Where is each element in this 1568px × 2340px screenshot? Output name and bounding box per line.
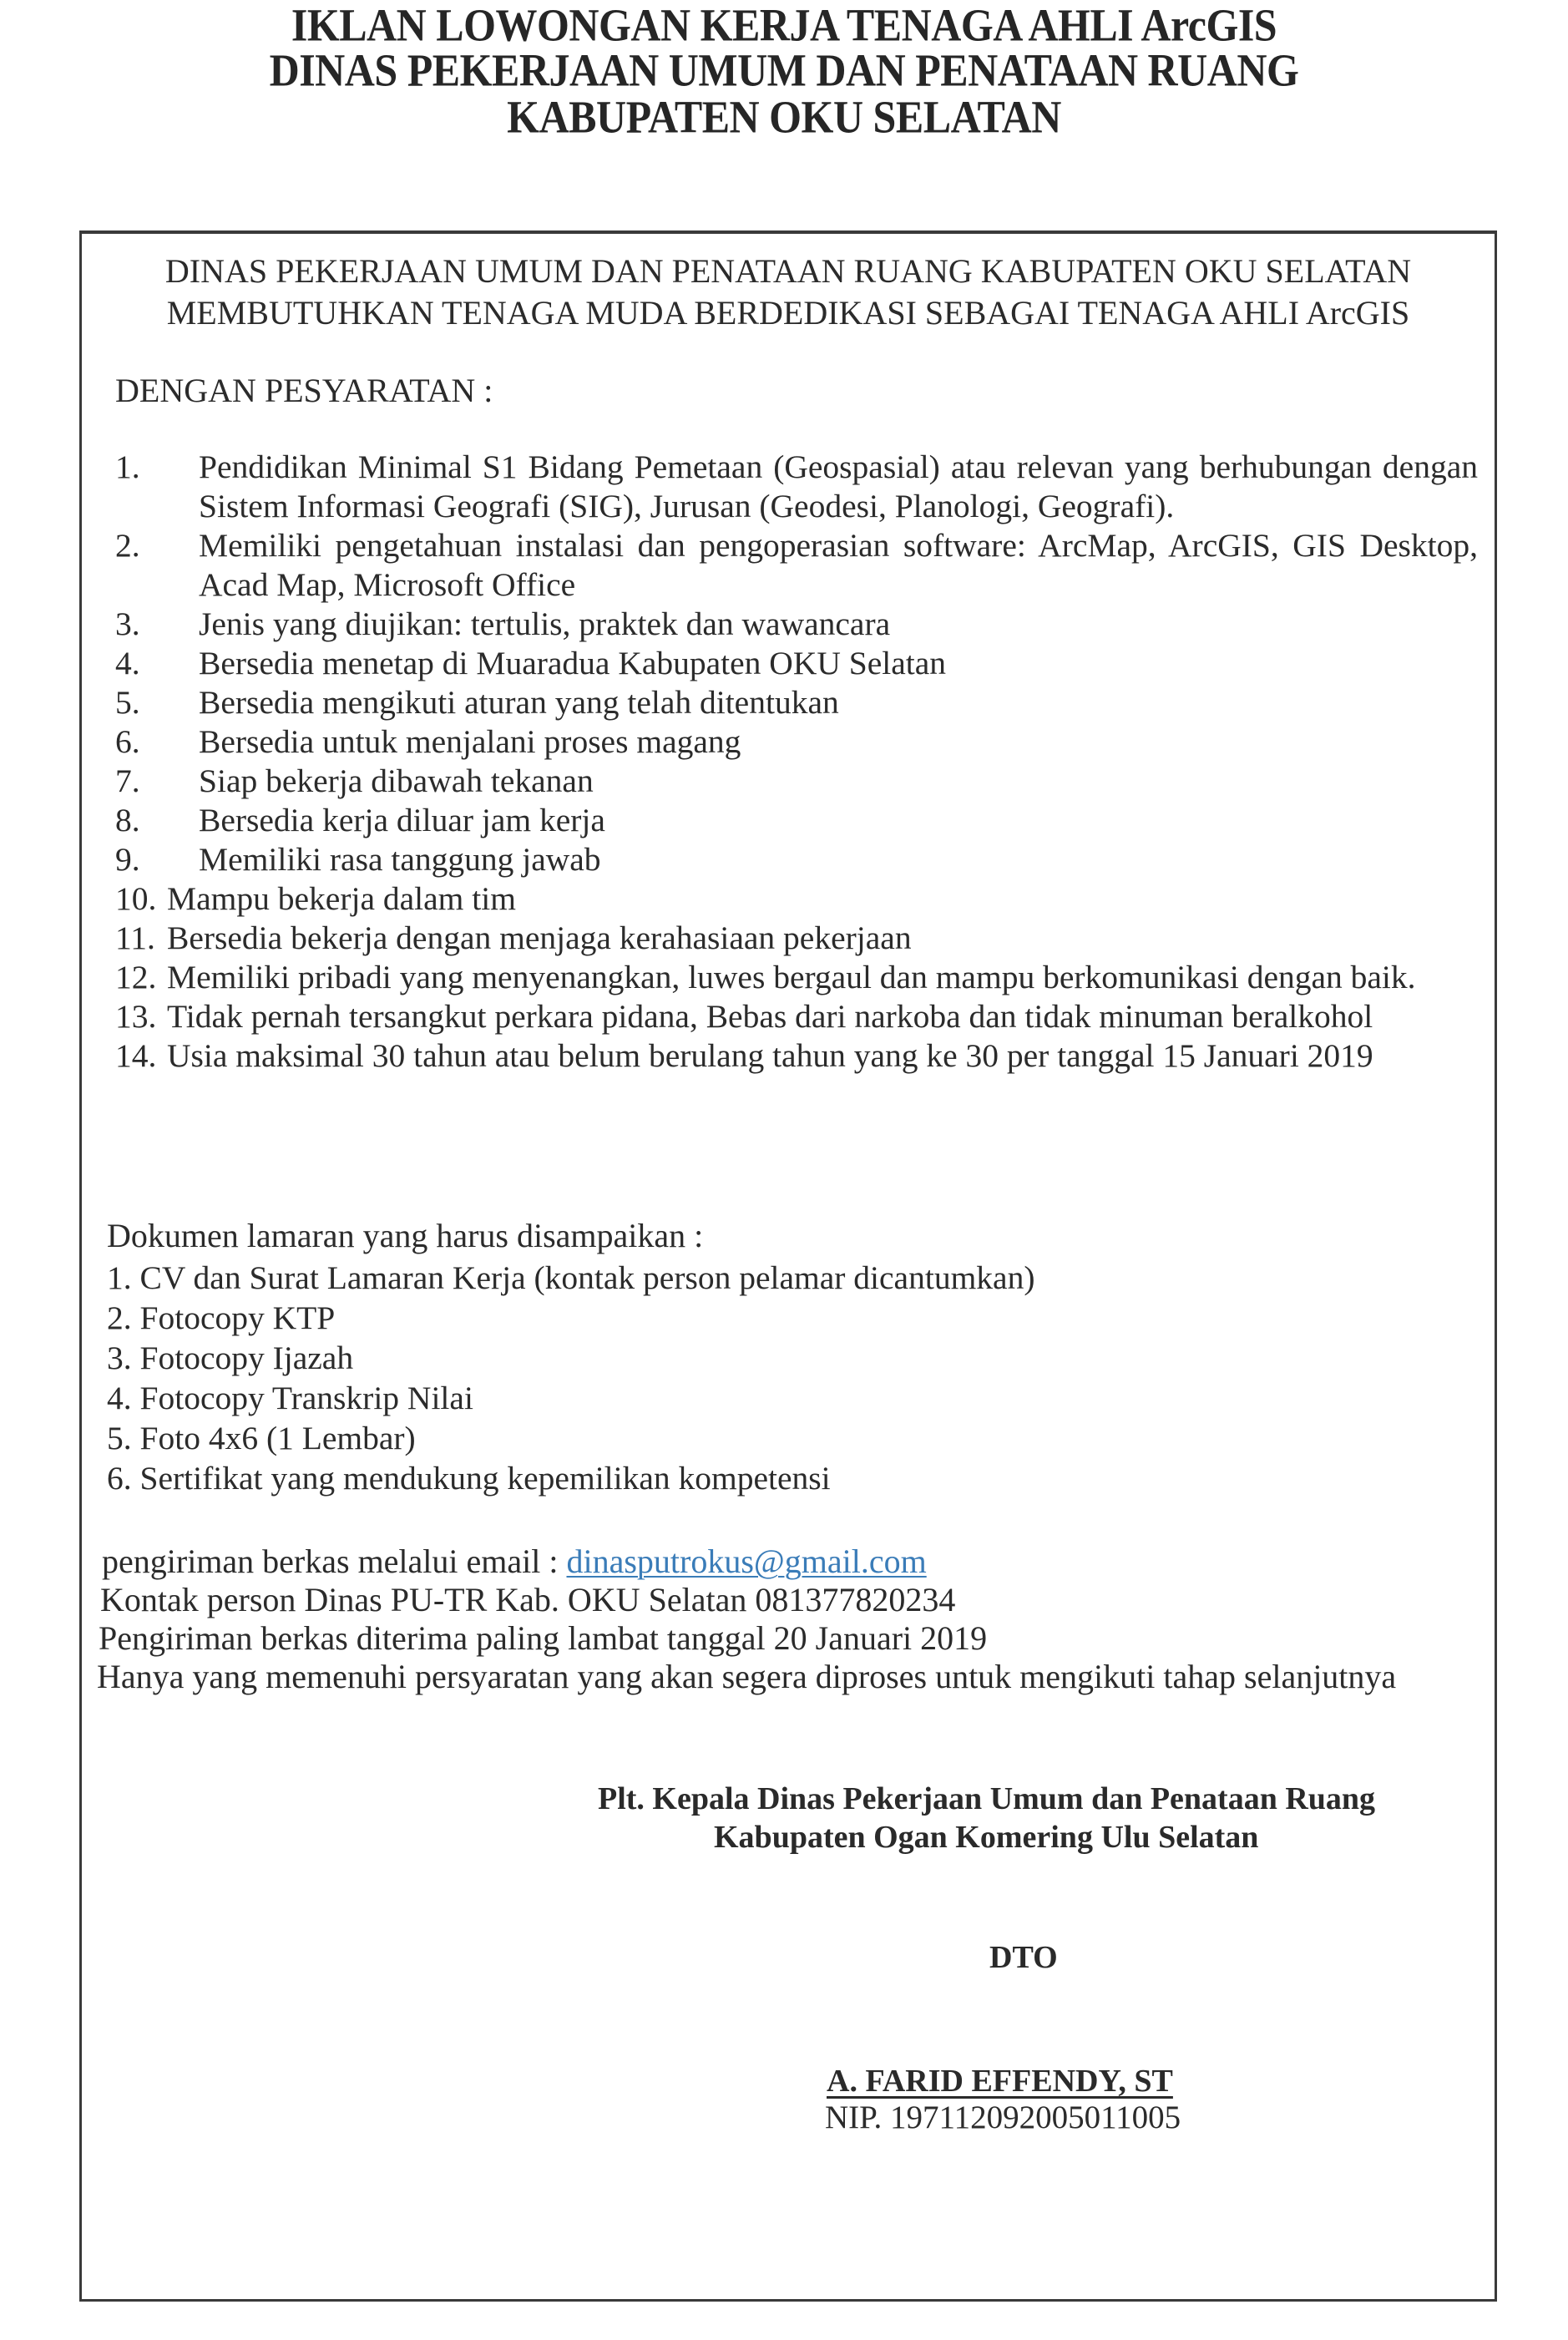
- requirement-text: Siap bekerja dibawah tekanan: [199, 762, 594, 799]
- title-line-1: IKLAN LOWONGAN KERJA TENAGA AHLI ArcGIS: [291, 0, 1277, 51]
- requirement-text: Bersedia untuk menjalani proses magang: [199, 723, 741, 760]
- requirement-number: 10.: [115, 880, 157, 917]
- requirement-number: 6.: [115, 723, 140, 760]
- email-line: [102, 1542, 927, 1582]
- requirement-number: 8.: [115, 802, 140, 838]
- requirement-number: 11.: [115, 919, 155, 956]
- document-item: 3. Fotocopy Ijazah: [107, 1340, 354, 1376]
- requirement-text: Bersedia bekerja dengan menjaga kerahasiaan pekerjaan: [167, 919, 912, 956]
- requirement-text: Mampu bekerja dalam tim: [167, 880, 516, 917]
- box-header-line-2: MEMBUTUHKAN TENAGA MUDA BERDEDIKASI SEBAGAI TENAGA AHLI ArcGIS: [166, 294, 1410, 332]
- requirement-item: [115, 997, 1478, 1036]
- requirement-number: 2.: [115, 527, 140, 564]
- requirement-item: [115, 683, 1478, 722]
- requirement-item: [115, 605, 1478, 644]
- requirement-text: Memiliki pengetahuan instalasi dan pengoperasian software: ArcMap, ArcGIS, GIS Desktop, Acad Map, Microsoft Office: [199, 527, 1478, 603]
- dto-label: DTO: [989, 1940, 1058, 1975]
- email-link[interactable]: dinasputrokus@gmail.com: [566, 1542, 927, 1580]
- requirement-number: 1.: [115, 448, 140, 485]
- signatory-name: A. FARID EFFENDY, ST: [827, 2064, 1173, 2099]
- requirement-number: 13.: [115, 998, 157, 1035]
- requirement-item: [115, 840, 1478, 879]
- document-item: 1. CV dan Surat Lamaran Kerja (kontak person pelamar dicantumkan): [107, 1259, 1035, 1296]
- box-header-line-1: DINAS PEKERJAAN UMUM DAN PENATAAN RUANG KABUPATEN OKU SELATAN: [164, 252, 1412, 290]
- requirement-item: [115, 1036, 1478, 1076]
- requirement-item: [115, 448, 1478, 526]
- requirement-text: Memiliki rasa tanggung jawab: [199, 841, 601, 878]
- requirement-item: [115, 801, 1478, 840]
- announcement-box: [79, 230, 1497, 2302]
- requirement-number: 3.: [115, 605, 140, 642]
- requirement-item: [115, 526, 1478, 605]
- requirement-text: Bersedia mengikuti aturan yang telah ditentukan: [199, 684, 839, 721]
- document-item: 5. Foto 4x6 (1 Lembar): [107, 1420, 416, 1456]
- requirement-number: 4.: [115, 645, 140, 681]
- documents-heading: Dokumen lamaran yang harus disampaikan :: [107, 1217, 704, 1254]
- document-item: 6. Sertifikat yang mendukung kepemilikan kompetensi: [107, 1460, 831, 1497]
- signatory-nip: NIP. 197112092005011005: [825, 2099, 1181, 2135]
- requirement-item: [115, 879, 1478, 919]
- requirement-item: [115, 958, 1478, 997]
- requirement-item: [115, 919, 1478, 958]
- title-line-3: KABUPATEN OKU SELATAN: [507, 91, 1061, 143]
- requirements-list: [115, 448, 1478, 1076]
- requirement-text: Memiliki pribadi yang menyenangkan, luwes bergaul dan mampu berkomunikasi dengan baik.: [167, 959, 1416, 995]
- requirements-heading: DENGAN PESYARATAN :: [115, 372, 493, 409]
- requirement-text: Pendidikan Minimal S1 Bidang Pemetaan (Geospasial) atau relevan yang berhubungan dengan Sistem Informasi Geografi (SIG), Jurusan (Geodesi, Planologi, Geografi).: [199, 448, 1478, 524]
- contact-line: Kontak person Dinas PU-TR Kab. OKU Selatan 081377820234: [100, 1581, 956, 1618]
- requirement-number: 12.: [115, 959, 157, 995]
- document-item: 4. Fotocopy Transkrip Nilai: [107, 1380, 473, 1416]
- requirement-number: 7.: [115, 762, 140, 799]
- signatory-position-line-2: Kabupaten Ogan Komering Ulu Selatan: [714, 1820, 1259, 1855]
- signatory-position-line-1: Plt. Kepala Dinas Pekerjaan Umum dan Penataan Ruang: [598, 1781, 1376, 1816]
- requirement-text: Bersedia kerja diluar jam kerja: [199, 802, 605, 838]
- documents-list: [107, 1258, 1034, 1498]
- requirement-number: 9.: [115, 841, 140, 878]
- requirement-item: [115, 722, 1478, 762]
- requirement-item: [115, 644, 1478, 683]
- title-line-2: DINAS PEKERJAAN UMUM DAN PENATAAN RUANG: [269, 44, 1299, 96]
- deadline-line: Pengiriman berkas diterima paling lambat tanggal 20 Januari 2019: [99, 1619, 988, 1657]
- requirement-number: 5.: [115, 684, 140, 721]
- note-line: Hanya yang memenuhi persyaratan yang akan segera diproses untuk mengikuti tahap selanjutnya: [97, 1658, 1397, 1695]
- requirement-text: Bersedia menetap di Muaradua Kabupaten OKU Selatan: [199, 645, 947, 681]
- requirement-item: [115, 762, 1478, 801]
- requirement-text: Usia maksimal 30 tahun atau belum berulang tahun yang ke 30 per tanggal 15 Januari 2019: [167, 1037, 1373, 1074]
- document-item: 2. Fotocopy KTP: [107, 1299, 336, 1336]
- requirement-number: 14.: [115, 1037, 157, 1074]
- email-label: pengiriman berkas melalui email :: [102, 1542, 567, 1580]
- requirement-text: Tidak pernah tersangkut perkara pidana, Bebas dari narkoba dan tidak minuman beralkohol: [167, 998, 1373, 1035]
- requirement-text: Jenis yang diujikan: tertulis, praktek dan wawancara: [199, 605, 891, 642]
